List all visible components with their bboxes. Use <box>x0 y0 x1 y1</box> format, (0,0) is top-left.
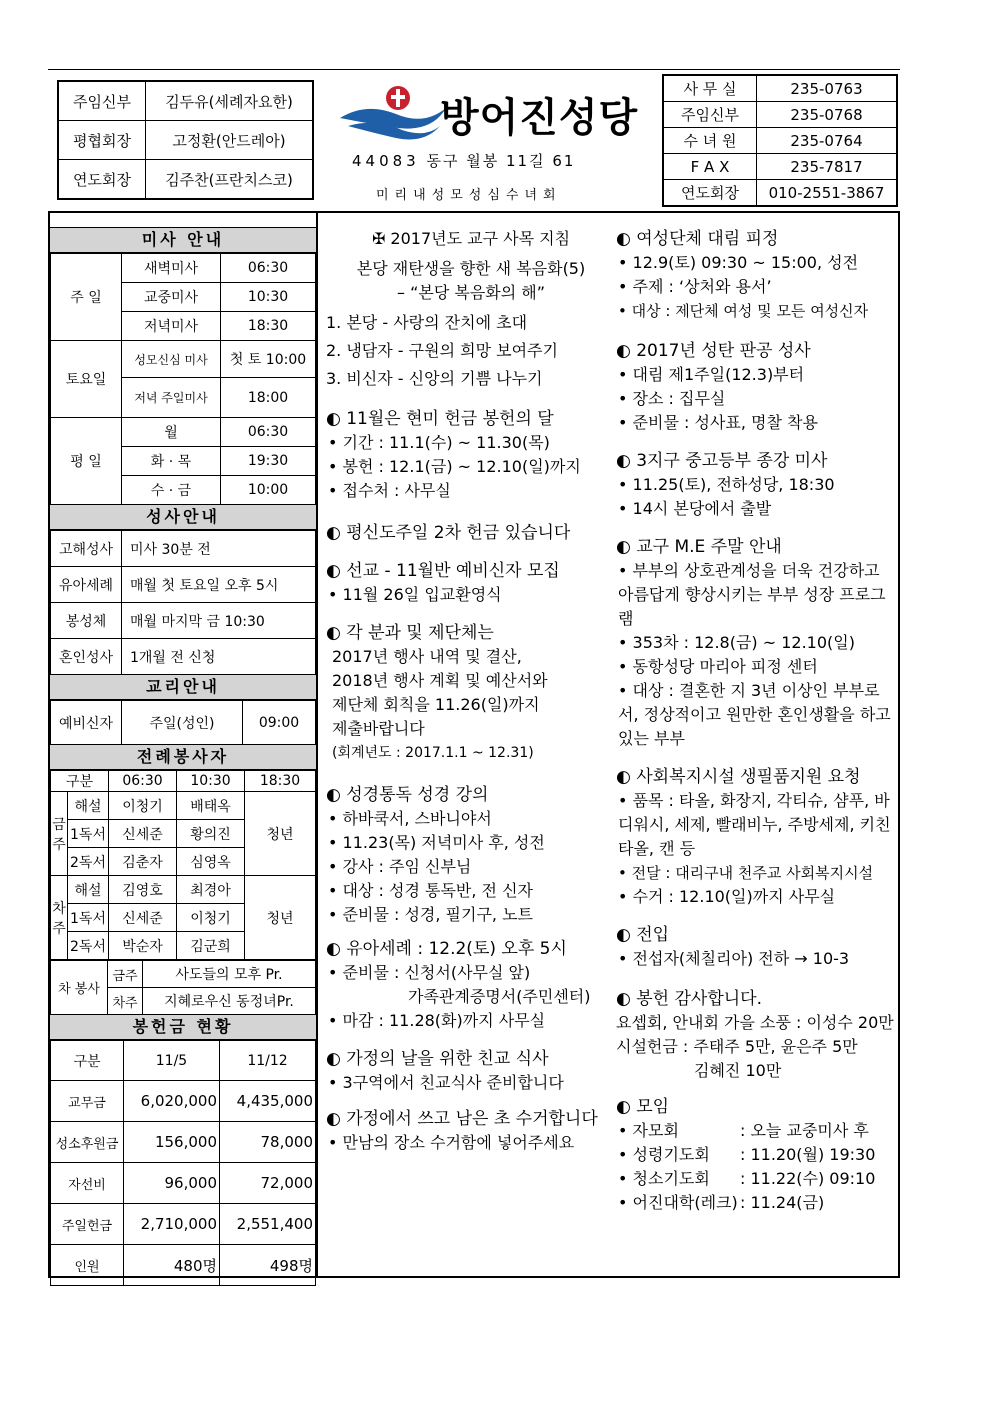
volunteer-group: 지혜로우신 동정녀Pr. <box>143 988 316 1015</box>
transfer-item: • 전섭자(체칠리아) 전하 → 10-3 <box>618 947 898 971</box>
meeting-name: • 자모회 <box>618 1119 740 1143</box>
server-name: 황의진 <box>177 820 245 848</box>
women-item: • 12.9(토) 09:30 ~ 15:00, 성전 <box>618 251 898 275</box>
family-item: • 3구역에서 친교식사 준비합니다 <box>328 1071 616 1095</box>
sacrament-info: 미사 30분 전 <box>122 531 316 567</box>
church-address <box>352 150 575 171</box>
sacrament-table <box>50 530 316 675</box>
offering-amount: 6,020,000 <box>124 1081 220 1122</box>
contact-label: 수 녀 원 <box>663 128 757 154</box>
contact-value: 010-2551-3867 <box>757 180 898 207</box>
meeting-row <box>616 1167 898 1191</box>
notices-column-middle <box>326 213 616 1155</box>
groups-line: 제단체 회칙을 11.26(일)까지 <box>332 695 540 714</box>
rice-item: • 봉헌 : 12.1(금) ~ 12.10(일)까지 <box>328 455 616 479</box>
week-label: 금주 <box>51 792 68 876</box>
rice-item: • 접수처 : 사무실 <box>328 479 616 503</box>
server-name: 신세준 <box>109 904 177 932</box>
rice-title: ◐ 11월은 현미 헌금 봉헌의 달 <box>326 409 554 429</box>
offering-amount: 78,000 <box>220 1122 316 1163</box>
offering-header: 11/12 <box>220 1041 316 1081</box>
policy-title: ✠ 2017년도 교구 사목 지침 <box>371 229 571 248</box>
meeting-time: : 11.20(월) 19:30 <box>740 1145 876 1164</box>
servers-header: 구분 <box>51 771 109 792</box>
server-name: 신세준 <box>109 820 177 848</box>
doctrine-day: 주일(성인) <box>122 701 243 745</box>
offering-amount: 4,435,000 <box>220 1081 316 1122</box>
role: 해설 <box>68 792 109 820</box>
offering-label: 주일헌금 <box>51 1204 124 1245</box>
contact-value: 235-0763 <box>757 75 898 102</box>
mass-title: 미사 안내 <box>50 227 316 253</box>
mass-name: 월 <box>122 418 221 447</box>
mass-name: 화 · 목 <box>122 447 221 476</box>
contacts-table <box>662 74 898 207</box>
bible-item: • 대상 : 성경 통독반, 전 신자 <box>328 879 616 903</box>
mass-time: 10:00 <box>221 476 316 505</box>
mass-name: 저녁 주일미사 <box>122 378 221 418</box>
contact-label: F A X <box>663 154 757 180</box>
welfare-item: • 수거 : 12.10(일)까지 사무실 <box>618 885 898 909</box>
header-rule <box>48 69 900 70</box>
me-item: • 대상 : 결혼한 지 3년 이상인 부부로서, 정상적이고 원만한 혼인생활을 하고 있는 부부 <box>618 679 898 751</box>
meetings-title: ◐ 모임 <box>616 1097 670 1117</box>
baptism-item-extra: 가족관계증명서(주민센터) <box>408 987 591 1006</box>
thanks-line: 요셉회, 안내회 가을 소풍 : 이성수 20만 <box>616 1013 894 1032</box>
sacrament-name: 유아세례 <box>51 567 122 603</box>
contact-value: 235-0768 <box>757 102 898 128</box>
mission-item: • 11월 26일 입교환영식 <box>328 583 616 607</box>
volunteer-table <box>50 960 316 1015</box>
staff-label: 주임신부 <box>58 81 146 121</box>
transfer-title: ◐ 전입 <box>616 925 670 945</box>
youth-title: ◐ 3지구 중고등부 종강 미사 <box>616 451 828 471</box>
server-name: 김영호 <box>109 876 177 904</box>
zip-code: 44083 <box>352 152 420 170</box>
role: 1독서 <box>68 904 109 932</box>
xmas-title: ◐ 2017년 성탄 판공 성사 <box>616 341 811 361</box>
offering-amount: 156,000 <box>124 1122 220 1163</box>
meeting-row <box>616 1143 898 1167</box>
policy-line: – “본당 복음화의 해” <box>396 283 546 302</box>
server-name: 최경아 <box>177 876 245 904</box>
doctrine-table <box>50 700 316 745</box>
groups-line: 제출바랍니다 <box>332 719 425 738</box>
meeting-time: : 11.22(수) 09:10 <box>740 1169 876 1188</box>
church-logo <box>336 84 646 144</box>
mass-time: 18:30 <box>221 312 316 341</box>
schedule-column <box>50 213 318 1276</box>
offering-amount: 96,000 <box>124 1163 220 1204</box>
server-name: 이청기 <box>109 792 177 820</box>
xmas-item: • 대림 제1주일(12.3)부터 <box>618 363 898 387</box>
mass-day: 주 일 <box>51 254 122 341</box>
offering-label: 인원 <box>51 1245 124 1286</box>
sacrament-info: 1개월 전 신청 <box>122 639 316 675</box>
me-item: • 부부의 상호관계성을 더욱 건강하고 아름답게 향상시키는 부부 성장 프로그램 <box>618 559 898 631</box>
women-item: • 주제 : ‘상처와 용서’ <box>618 275 898 299</box>
week-label: 차주 <box>108 988 143 1015</box>
xmas-item: • 준비물 : 성사표, 명찰 착용 <box>618 411 898 435</box>
week-label: 차주 <box>51 876 68 960</box>
evening-servers: 청년 <box>245 792 316 876</box>
staff-label: 평협회장 <box>58 121 146 160</box>
offering-amount: 480명 <box>124 1245 220 1286</box>
doctrine-time: 09:00 <box>243 701 316 745</box>
staff-value: 고정환(안드레아) <box>146 121 314 160</box>
meeting-name: • 성령기도회 <box>618 1143 740 1167</box>
meeting-name: • 청소기도회 <box>618 1167 740 1191</box>
mass-name: 수 · 금 <box>122 476 221 505</box>
me-item: • 353차 : 12.8(금) ~ 12.10(일) <box>618 631 898 655</box>
sacrament-info: 매월 첫 토요일 오후 5시 <box>122 567 316 603</box>
offering-title: 봉헌금 현황 <box>50 1015 316 1040</box>
thanks-title: ◐ 봉헌 감사합니다. <box>616 989 762 1009</box>
meeting-row <box>616 1119 898 1143</box>
staff-table <box>57 80 314 200</box>
women-title: ◐ 여성단체 대림 피정 <box>616 229 779 249</box>
mass-name: 교중미사 <box>122 283 221 312</box>
welfare-title: ◐ 사회복지시설 생필품지원 요청 <box>616 767 861 787</box>
week-label: 금주 <box>108 961 143 988</box>
policy-item: 1. 본당 - 사랑의 잔치에 초대 <box>326 313 528 332</box>
contact-value: 235-0764 <box>757 128 898 154</box>
volunteer-label: 차 봉사 <box>51 961 108 1015</box>
me-title: ◐ 교구 M.E 주말 안내 <box>616 537 782 557</box>
sacrament-name: 혼인성사 <box>51 639 122 675</box>
mass-time: 19:30 <box>221 447 316 476</box>
sacrament-info: 매월 마지막 금 10:30 <box>122 603 316 639</box>
baptism-item: • 마감 : 11.28(화)까지 사무실 <box>328 1009 616 1033</box>
women-item: • 대상 : 제단체 여성 및 모든 여성신자 <box>618 299 898 323</box>
server-name: 이청기 <box>177 904 245 932</box>
staff-label: 연도회장 <box>58 160 146 200</box>
candle-item: • 만남의 장소 수거함에 넣어주세요 <box>328 1131 616 1155</box>
role: 해설 <box>68 876 109 904</box>
server-name: 김춘자 <box>109 848 177 876</box>
offering-table <box>50 1040 316 1286</box>
youth-item: • 11.25(토), 전하성당, 18:30 <box>618 473 898 497</box>
mass-time: 10:30 <box>221 283 316 312</box>
offering-amount: 498명 <box>220 1245 316 1286</box>
offering-header: 11/5 <box>124 1041 220 1081</box>
offering-amount: 2,551,400 <box>220 1204 316 1245</box>
groups-line: 2017년 행사 내역 및 결산, <box>332 647 522 666</box>
role: 2독서 <box>68 848 109 876</box>
server-name: 박순자 <box>109 932 177 960</box>
sacrament-name: 고해성사 <box>51 531 122 567</box>
groups-line: (회계년도 : 2017.1.1 ~ 12.31) <box>332 745 534 761</box>
policy-item: 3. 비신자 - 신앙의 기쁨 나누기 <box>326 369 543 388</box>
candle-title: ◐ 가정에서 쓰고 남은 초 수거합니다 <box>326 1109 598 1129</box>
bible-item: • 11.23(목) 저녁미사 후, 성전 <box>328 831 616 855</box>
mass-time: 06:30 <box>221 418 316 447</box>
church-name: 방어진성당 <box>440 95 639 141</box>
mass-day: 평 일 <box>51 418 122 505</box>
server-name: 배태옥 <box>177 792 245 820</box>
servers-header: 10:30 <box>177 771 245 792</box>
sacrament-title: 성사안내 <box>50 505 316 530</box>
offering-label: 교무금 <box>51 1081 124 1122</box>
meeting-time: : 오늘 교중미사 후 <box>740 1121 869 1140</box>
youth-item: • 14시 본당에서 출발 <box>618 497 898 521</box>
policy-item: 2. 냉담자 - 구원의 희망 보여주기 <box>326 341 558 360</box>
bible-item: • 하바쿡서, 스바니야서 <box>328 807 616 831</box>
mass-name: 성모신심 미사 <box>122 341 221 378</box>
servers-header: 18:30 <box>245 771 316 792</box>
bible-item: • 준비물 : 성경, 필기구, 노트 <box>328 903 616 927</box>
policy-line: 본당 재탄생을 향한 새 복음화(5) <box>356 259 586 278</box>
thanks-line: 시설헌금 : 주태주 5만, 윤은주 5만 <box>616 1037 858 1056</box>
thanks-line: 김혜진 10만 <box>694 1061 782 1080</box>
rice-item: • 기간 : 11.1(수) ~ 11.30(목) <box>328 431 616 455</box>
baptism-title: ◐ 유아세례 : 12.2(토) 오후 5시 <box>326 939 567 959</box>
mass-table <box>50 253 316 505</box>
volunteer-group: 사도들의 모후 Pr. <box>143 961 316 988</box>
doctrine-label: 예비신자 <box>51 701 122 745</box>
notices-column-right <box>616 213 898 1215</box>
contact-label: 연도회장 <box>663 180 757 207</box>
contact-label: 사 무 실 <box>663 75 757 102</box>
meeting-row <box>616 1191 898 1215</box>
mass-time: 첫 토 10:00 <box>221 341 316 378</box>
sacrament-name: 봉성체 <box>51 603 122 639</box>
meeting-time: : 11.24(금) <box>740 1193 825 1212</box>
mass-time: 18:00 <box>221 378 316 418</box>
offering-label: 자선비 <box>51 1163 124 1204</box>
evening-servers: 청년 <box>245 876 316 960</box>
bible-item: • 강사 : 주임 신부님 <box>328 855 616 879</box>
server-name: 김군희 <box>177 932 245 960</box>
mass-time: 06:30 <box>221 254 316 283</box>
welfare-item: • 품목 : 타올, 화장지, 각티슈, 샴푸, 바디워시, 세제, 빨래비누, 주방세제, 키친 타올, 캔 등 <box>618 789 898 861</box>
role: 1독서 <box>68 820 109 848</box>
offering-label: 성소후원금 <box>51 1122 124 1163</box>
xmas-item: • 장소 : 집무실 <box>618 387 898 411</box>
servers-title: 전례봉사자 <box>50 745 316 770</box>
offering-amount: 2,710,000 <box>124 1204 220 1245</box>
contact-label: 주임신부 <box>663 102 757 128</box>
welfare-item: • 전달 : 대리구내 천주교 사회복지시설 <box>618 861 898 885</box>
servers-table <box>50 770 316 960</box>
groups-line: 2018년 행사 계획 및 예산서와 <box>332 671 548 690</box>
offering-amount: 72,000 <box>220 1163 316 1204</box>
mass-name: 저녁미사 <box>122 312 221 341</box>
server-name: 심영옥 <box>177 848 245 876</box>
me-item: • 동항성당 마리아 피정 센터 <box>618 655 898 679</box>
family-title: ◐ 가정의 날을 위한 친교 식사 <box>326 1049 549 1069</box>
servers-header: 06:30 <box>109 771 177 792</box>
street-address: 동구 월봉 11길 61 <box>426 152 576 170</box>
baptism-item: • 준비물 : 신청서(사무실 앞) <box>328 961 616 985</box>
convent-name: 미리내성모성심수녀회 <box>376 188 562 203</box>
staff-value: 김두유(세례자요한) <box>146 81 314 121</box>
staff-value: 김주찬(프란치스코) <box>146 160 314 200</box>
role: 2독서 <box>68 932 109 960</box>
offering-header: 구분 <box>51 1041 124 1081</box>
doctrine-title: 교리안내 <box>50 675 316 700</box>
meeting-name: • 어진대학(레크) <box>618 1191 740 1215</box>
bible-title: ◐ 성경통독 성경 강의 <box>326 785 489 805</box>
bulletin-body <box>48 211 900 1278</box>
mass-day: 토요일 <box>51 341 122 418</box>
groups-title: ◐ 각 분과 및 제단체는 <box>326 623 494 643</box>
second-collection-title: ◐ 평신도주일 2차 헌금 있습니다 <box>326 523 571 543</box>
contact-value: 235-7817 <box>757 154 898 180</box>
mass-name: 새벽미사 <box>122 254 221 283</box>
mission-title: ◐ 선교 - 11월반 예비신자 모집 <box>326 561 560 581</box>
